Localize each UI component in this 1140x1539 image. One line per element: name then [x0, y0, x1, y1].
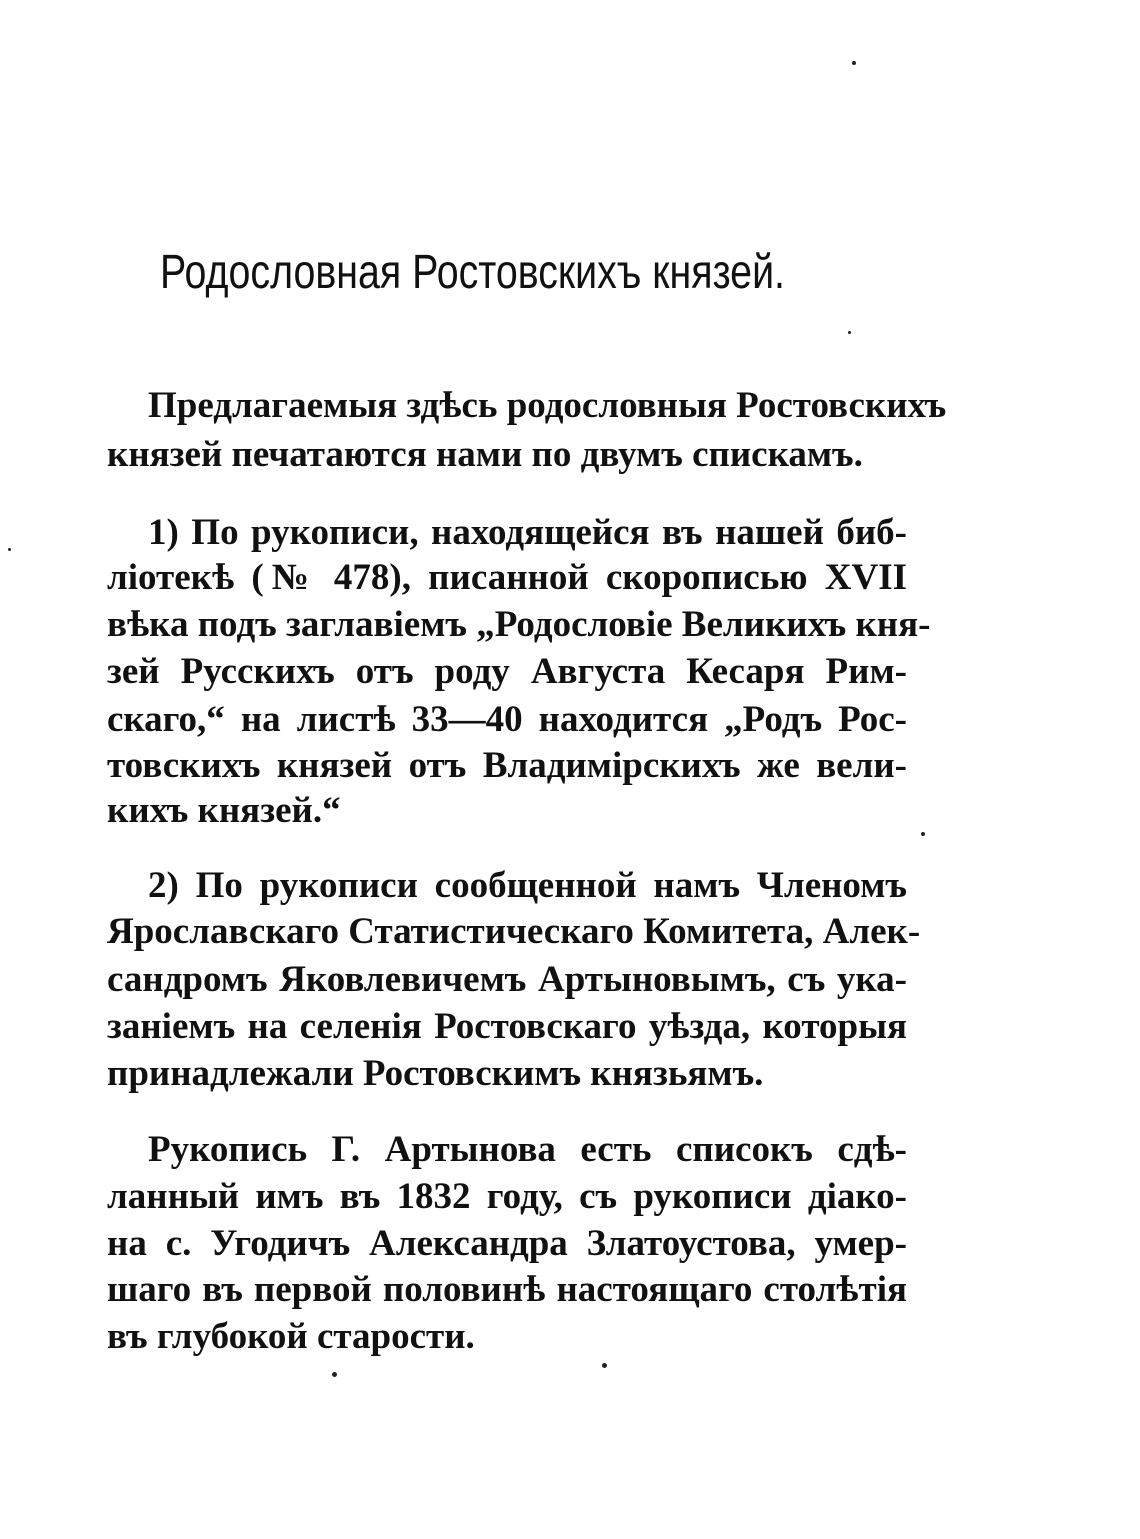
paragraph-2-line-4: зей Русскихъ отъ роду Августа Кесаря Рим- — [107, 651, 907, 692]
paragraph-4-line-3: на с. Угодичъ Александра Златоустова, умер- — [107, 1223, 907, 1264]
scan-speck — [848, 331, 851, 334]
page-title: Родословная Ростовскихъ князей. — [160, 246, 785, 299]
paragraph-2-line-7: кихъ князей.“ — [107, 790, 341, 831]
scan-speck — [852, 61, 856, 65]
paragraph-2-line-6: товскихъ князей отъ Владимірскихъ же вели- — [107, 745, 907, 786]
scan-speck — [8, 548, 11, 551]
paragraph-1-line-1: Предлагаемыя здѣсь родословныя Ростовскихъ — [148, 385, 947, 426]
paragraph-3-line-4: заніемъ на селенія Ростовскаго уѣзда, которыя — [107, 1006, 907, 1047]
paragraph-4-line-4: шаго въ первой половинѣ настоящаго столѣтія — [107, 1269, 907, 1310]
paragraph-3-line-3: сандромъ Яковлевичемъ Артыновымъ, съ ука- — [107, 959, 907, 1000]
paragraph-4-line-1: Рукопись Г. Артынова есть списокъ сдѣ- — [148, 1129, 907, 1170]
scan-speck — [602, 1363, 607, 1368]
paragraph-2-line-3: вѣка подъ заглавіемъ „Родословіе Великихъ кня- — [107, 604, 931, 645]
paragraph-2-line-1: 1) По рукописи, находящейся въ нашей биб- — [148, 512, 907, 553]
paragraph-2-line-5: скаго,“ на листѣ 33—40 находится „Родъ Рос- — [107, 699, 907, 740]
paragraph-4-line-5: въ глубокой старости. — [107, 1316, 475, 1357]
paragraph-1-line-2: князей печатаются нами по двумъ спискамъ. — [107, 434, 863, 475]
paragraph-3-line-2: Ярославскаго Статистическаго Комитета, Алек- — [107, 911, 921, 952]
paragraph-2-line-2: ліотекѣ (№ 478), писанной скорописью XVII — [107, 557, 907, 598]
scan-speck — [921, 832, 925, 836]
scan-speck — [332, 1372, 337, 1377]
paragraph-3-line-5: принадлежали Ростовскимъ князьямъ. — [107, 1053, 764, 1094]
paragraph-3-line-1: 2) По рукописи сообщенной намъ Членомъ — [148, 865, 907, 906]
paragraph-4-line-2: ланный имъ въ 1832 году, съ рукописи діако- — [107, 1176, 907, 1217]
